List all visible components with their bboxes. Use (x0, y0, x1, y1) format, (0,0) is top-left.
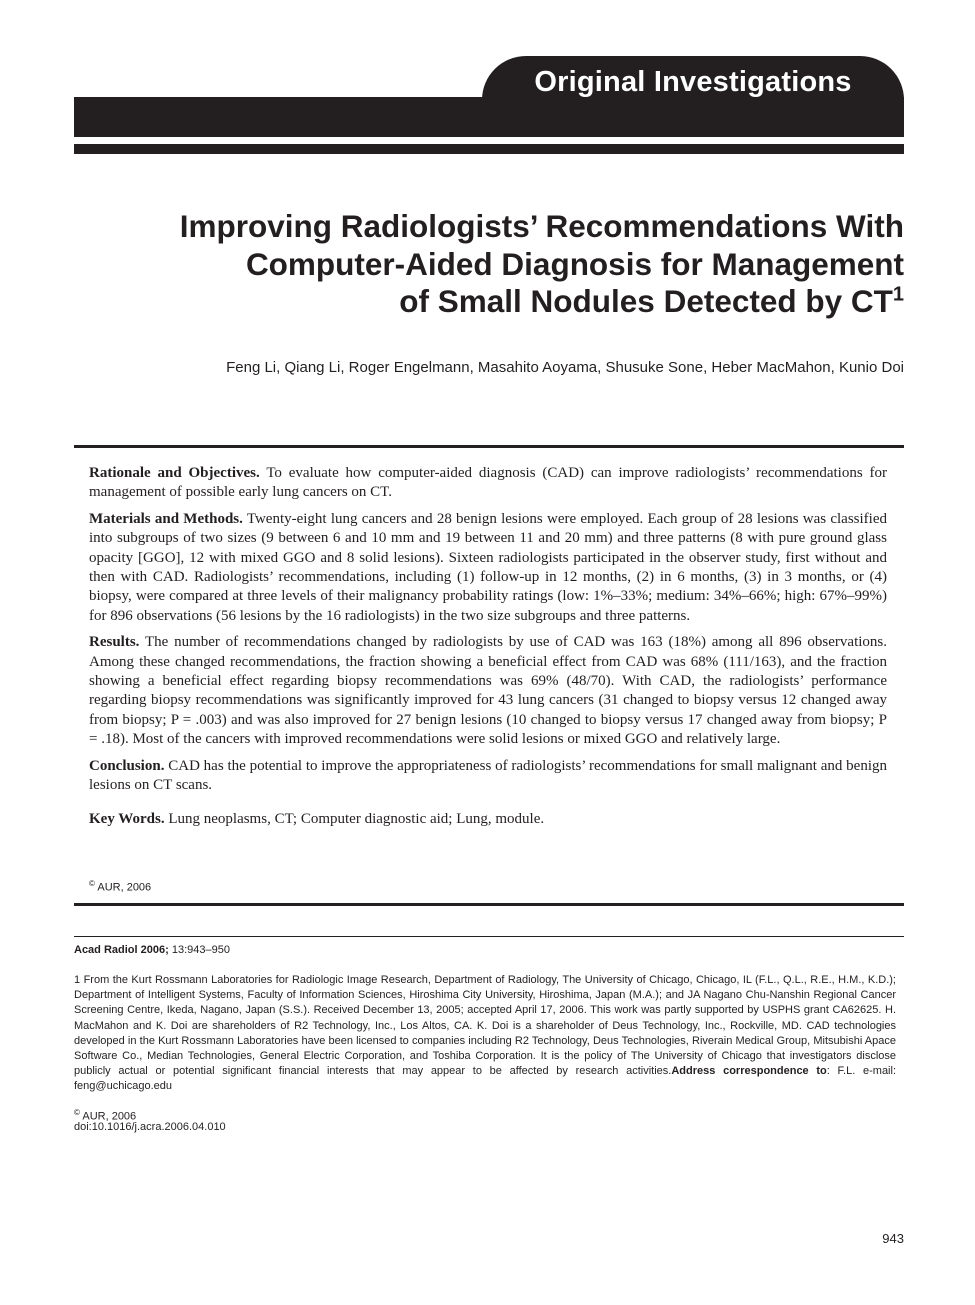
article-title (104, 208, 904, 321)
keywords-heading: Key Words. (89, 810, 165, 827)
citation-pages: 13:943–950 (171, 944, 230, 956)
title-line-1: Improving Radiologists’ Recommendations With (179, 208, 904, 244)
title-line-3 (104, 283, 904, 321)
author-list: Feng Li, Qiang Li, Roger Engelmann, Masahito Aoyama, Shusuke Sone, Heber MacMahon, Kunio Doi (226, 359, 904, 376)
abstract (89, 464, 887, 836)
abstract-results (89, 633, 887, 749)
header-rule (74, 144, 904, 154)
correspondence-label: Address correspondence to (671, 1065, 827, 1078)
page-number: 943 (882, 1231, 904, 1246)
title-line-3-text: of Small Nodules Detected by CT (399, 283, 893, 319)
footnote-copyright-symbol: © (74, 1108, 80, 1117)
title-line-2: Computer-Aided Diagnosis for Management (245, 245, 904, 282)
correspondence-text: : F.L. e-mail: feng@uchicago.edu (74, 1065, 897, 1093)
footnote-copyright-text: AUR, 2006 (82, 1110, 137, 1123)
abstract-top-rule (74, 445, 904, 448)
affiliation-footnote (74, 973, 896, 1095)
rationale-text: To evaluate how computer-aided diagnosis (CAD) can improve radiologists’ recommendations for management of possible early lung cancers on CT. (89, 465, 888, 501)
abstract-conclusion (89, 757, 887, 796)
conclusion-heading: Conclusion. (89, 757, 165, 774)
methods-heading: Materials and Methods. (89, 510, 243, 527)
citation (74, 944, 230, 956)
footnote-rule (74, 936, 904, 937)
abstract-copyright (89, 879, 151, 894)
methods-text: Twenty-eight lung cancers and 28 benign lesions were employed. Each group of 28 lesions was classified into subgroups of two sizes (9 between 6 and 10 mm and 19 between 11 and 20 mm) and three patterns (8 with pure ground glass opacity [GGO], 12 with mixed GGO and 8 solid lesions). Sixteen radiologists participated in the observer study, first without and then with CAD. Radiologists’ recommendations, including (1) follow-up in 12 months, (2) in 6 months, (3) in 3 months, or (4) biopsy, were compared at three levels of their malignancy probability ratings (low: 1%–33%; medium: 34%–66%; high: 67%–99%) for 896 observations (56 lesions by the 16 radiologists) in the two size subgroups and three patterns. (89, 510, 887, 624)
results-text: The number of recommendations changed by radiologists by use of CAD was 163 (18%) among all 896 observations. Among these changed recommendations, the fraction showing a beneficial effect from CAD was 68% (111/163), and the fraction showing a beneficial effect regarding biopsy recommendations was 69% (48/70). With CAD, the radiologists’ performance regarding biopsy recommendations was significantly improved for 43 lung cancers (31 changed to biopsy versus 12 changed away from biopsy; P = .003) and was also improved for 27 benign lesions (10 changed to biopsy versus 17 changed away from biopsy; P = .18). Most of the cancers with improved recommendations were solid lesions or mixed GGO and relatively large. (89, 634, 887, 748)
conclusion-text: CAD has the potential to improve the appropriateness of radiologists’ recommendations for small malignant and benign lesions on CT scans. (89, 757, 887, 794)
abstract-methods (89, 510, 887, 626)
title-footnote-mark: 1 (892, 283, 904, 306)
abstract-rationale (89, 464, 887, 503)
citation-journal: Acad Radiol 2006; (74, 944, 169, 956)
affiliation-text: From the Kurt Rossmann Laboratories for Radiologic Image Research, Department of Radiology, The University of Chicago, Chicago, IL (F.L., Q.L., R.E., H.M., K.D.); Department of Intelligent Systems, Faculty of Information Sciences, Hiroshima City University, Hiroshima, Japan (M.A.); and JA Nagano Chu-Nanshin Regional Cancer Screening Centre, Ikeda, Nagano, Japan (S.S.). Received December 13, 2005; accepted April 17, 2006. This work was partly supported by USPHS grant CA62625. H. MacMahon and K. Doi are shareholders of R2 Technology, Inc., Los Altos, CA. K. Doi is a shareholder of Deus Technology, Inc., Rockville, MD. CAD technologies developed in the Kurt Rossmann Laboratories have been licensed to companies including R2 Technology, Deus Technologies, Riverain Medical Group, Mitsubishi Apace Software Co., Median Technologies, General Electric Corporation, and Toshiba Corporation. It is the policy of The University of Chicago that investigators disclose publicly actual or potential significant financial interests that may appear to be affected by research activities. (74, 974, 896, 1078)
affiliation-mark: 1 (74, 974, 81, 986)
rationale-heading: Rationale and Objectives. (89, 465, 260, 481)
doi: doi:10.1016/j.acra.2006.04.010 (74, 1121, 226, 1133)
abstract-bottom-rule (74, 903, 904, 906)
section-label: Original Investigations (534, 66, 852, 98)
results-heading: Results. (89, 634, 140, 651)
abstract-keywords (89, 810, 887, 829)
abstract-copyright-text: AUR, 2006 (97, 881, 152, 894)
copyright-symbol: © (89, 879, 95, 888)
keywords-text: Lung neoplasms, CT; Computer diagnostic aid; Lung, module. (168, 810, 545, 827)
